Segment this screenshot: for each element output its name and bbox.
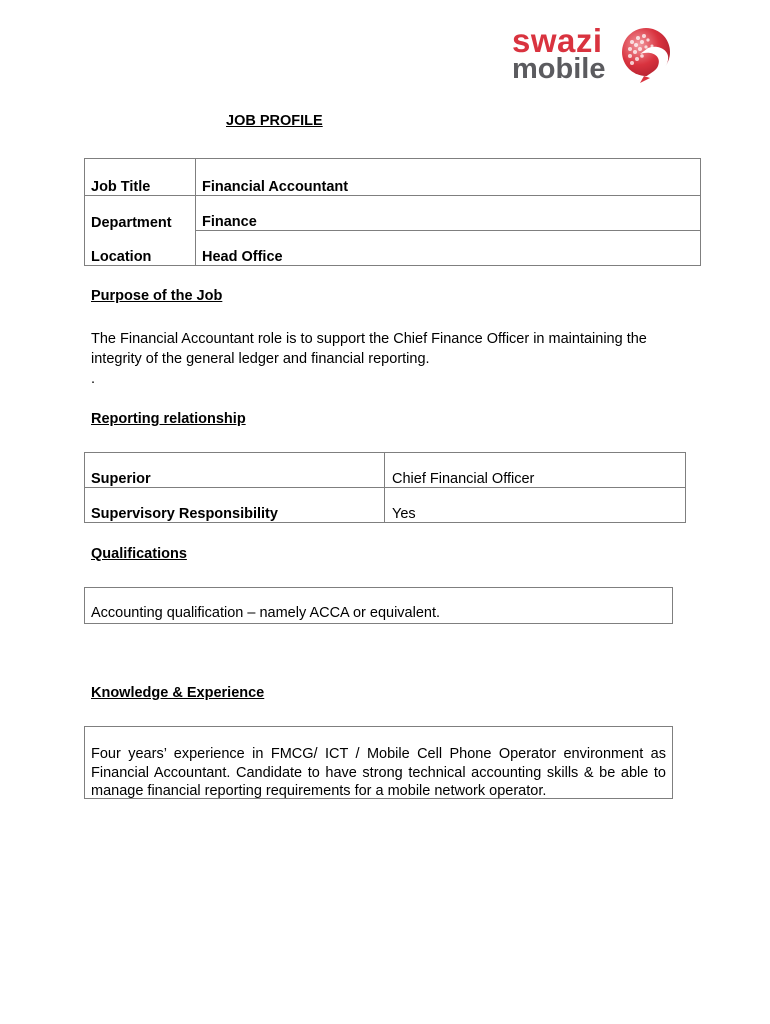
superior-value: Chief Financial Officer xyxy=(385,453,686,488)
supervisory-value: Yes xyxy=(385,488,686,523)
qualifications-box: Accounting qualification – namely ACCA or equivalent. xyxy=(84,587,673,624)
reporting-heading: Reporting relationship xyxy=(91,411,246,427)
location-label: Location xyxy=(85,231,196,266)
company-logo xyxy=(510,24,680,88)
page-title: JOB PROFILE xyxy=(226,113,323,129)
logo-text-mobile: mobile xyxy=(512,53,606,85)
stray-dot: . xyxy=(91,371,96,387)
supervisory-label: Supervisory Responsibility xyxy=(85,488,385,523)
job-title-value: Financial Accountant xyxy=(196,159,701,196)
reporting-table xyxy=(84,452,686,523)
department-label: Department xyxy=(85,196,196,231)
department-value: Finance xyxy=(196,196,701,231)
superior-label: Superior xyxy=(85,453,385,488)
purpose-heading: Purpose of the Job xyxy=(91,288,223,304)
logo-sphere-icon xyxy=(618,26,676,84)
qualifications-heading: Qualifications xyxy=(91,546,187,562)
table-row xyxy=(85,453,686,488)
purpose-text: The Financial Accountant role is to support the Chief Finance Officer in maintaining the integrity of the general ledger and financial reporting. xyxy=(91,331,647,367)
table-row xyxy=(85,196,701,231)
table-row xyxy=(85,159,701,196)
knowledge-box: Four years’ experience in FMCG/ ICT / Mobile Cell Phone Operator environment as Financial Accountant. Candidate to have strong technical accounting skills & be able to manage financial reporting requirements for a mobile network operator. xyxy=(84,726,673,799)
table-row xyxy=(85,231,701,266)
logo-text-swazi: swazi xyxy=(512,22,603,59)
table-row xyxy=(85,488,686,523)
knowledge-heading: Knowledge & Experience xyxy=(91,685,265,701)
job-title-label: Job Title xyxy=(85,159,196,196)
location-value: Head Office xyxy=(196,231,701,266)
job-details-table xyxy=(84,158,701,266)
